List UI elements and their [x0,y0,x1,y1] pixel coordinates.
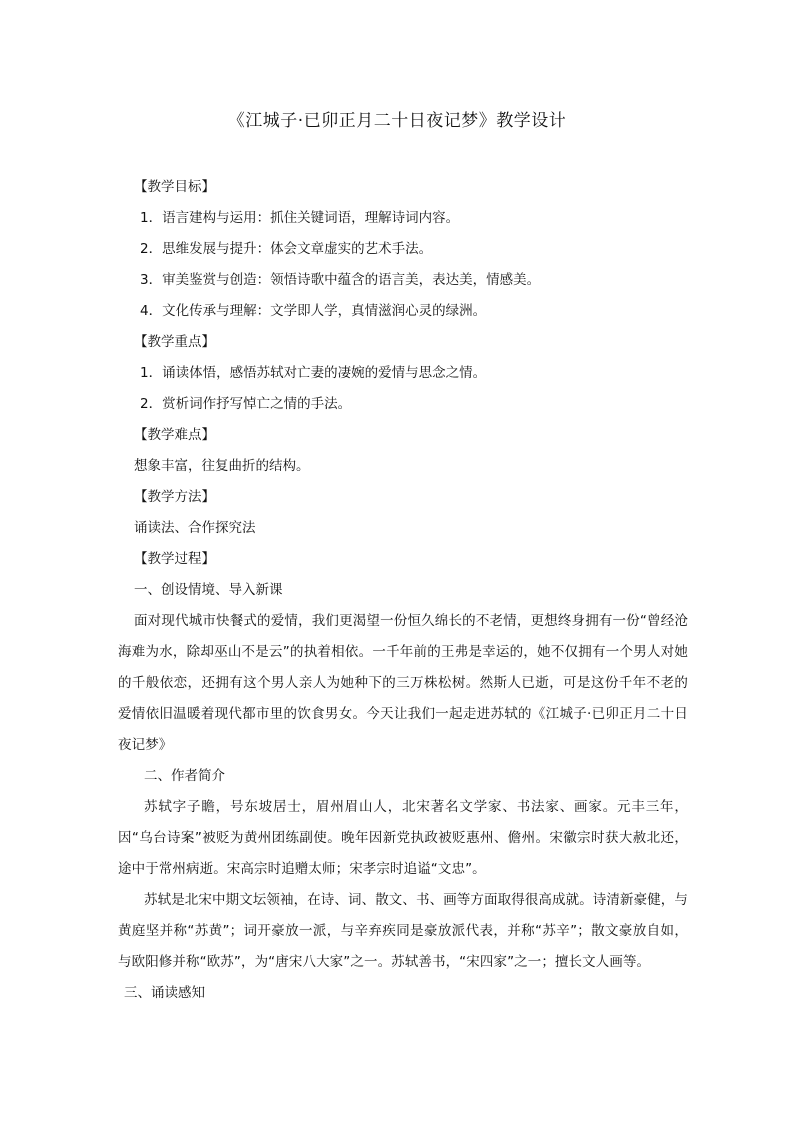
document-body [118,172,688,1009]
objectives-heading: 【教学目标】 [134,179,215,195]
step3-title: 三、诵读感知 [124,985,205,1001]
keypoint-item-2: 2．赏析词作抒写悼亡之情的手法。 [140,396,352,412]
step2-title: 二、作者简介 [144,768,225,784]
methods-heading: 【教学方法】 [134,489,215,505]
difficulty-heading: 【教学难点】 [134,427,215,443]
document-title: 《江城子·已卯正月二十日夜记梦》教学设计 [227,111,567,131]
process-heading: 【教学过程】 [134,551,215,567]
author-paragraph-1: 苏轼字子瞻，号东坡居士，眉州眉山人，北宋著名文学家、书法家、画家。元丰三年，因“乌台诗案”被贬为黄州团练副使。晚年因新党执政被贬惠州、儋州。宋徽宗时获大赦北还，途中于常州病逝。宋高宗时追赠太师；宋孝宗时追谥“文忠”。 [118,799,688,877]
step1-title: 一、创设情境、导入新课 [134,582,283,598]
step1-paragraph: 面对现代城市快餐式的爱情，我们更渴望一份恒久绵长的不老情，更想终身拥有一份“曾经沧海难为水，除却巫山不是云”的执着相依。一千年前的王弗是幸运的，她不仅拥有一个男人对她的千般依恋，还拥有这个男人亲人为她种下的三万株松树。然斯人已逝，可是这份千年不老的爱情依旧温暖着现代都市里的饮食男女。今天让我们一起走进苏轼的《江城子·已卯正月二十日夜记梦》 [118,613,688,753]
keypoints-heading: 【教学重点】 [134,334,215,350]
objective-item-4: 4．文化传承与理解：文学即人学，真情滋润心灵的绿洲。 [140,303,487,319]
difficulty-text: 想象丰富，往复曲折的结构。 [134,458,310,474]
objective-item-1: 1．语言建构与运用：抓住关键词语，理解诗词内容。 [140,210,460,226]
methods-text: 诵读法、合作探究法 [134,520,256,536]
keypoint-item-1: 1．诵读体悟，感悟苏轼对亡妻的凄婉的爱情与思念之情。 [140,365,487,381]
objective-item-2: 2．思维发展与提升：体会文章虚实的艺术手法。 [140,241,433,257]
objective-item-3: 3．审美鉴赏与创造：领悟诗歌中蕴含的语言美，表达美，情感美。 [140,272,541,288]
author-paragraph-2: 苏轼是北宋中期文坛领袖，在诗、词、散文、书、画等方面取得很高成就。诗清新豪健，与黄庭坚并称“苏黄”；词开豪放一派，与辛弃疾同是豪放派代表，并称“苏辛”；散文豪放自如，与欧阳修并称“欧苏”，为“唐宋八大家”之一。苏轼善书，“宋四家”之一；擅长文人画等。 [118,892,688,970]
